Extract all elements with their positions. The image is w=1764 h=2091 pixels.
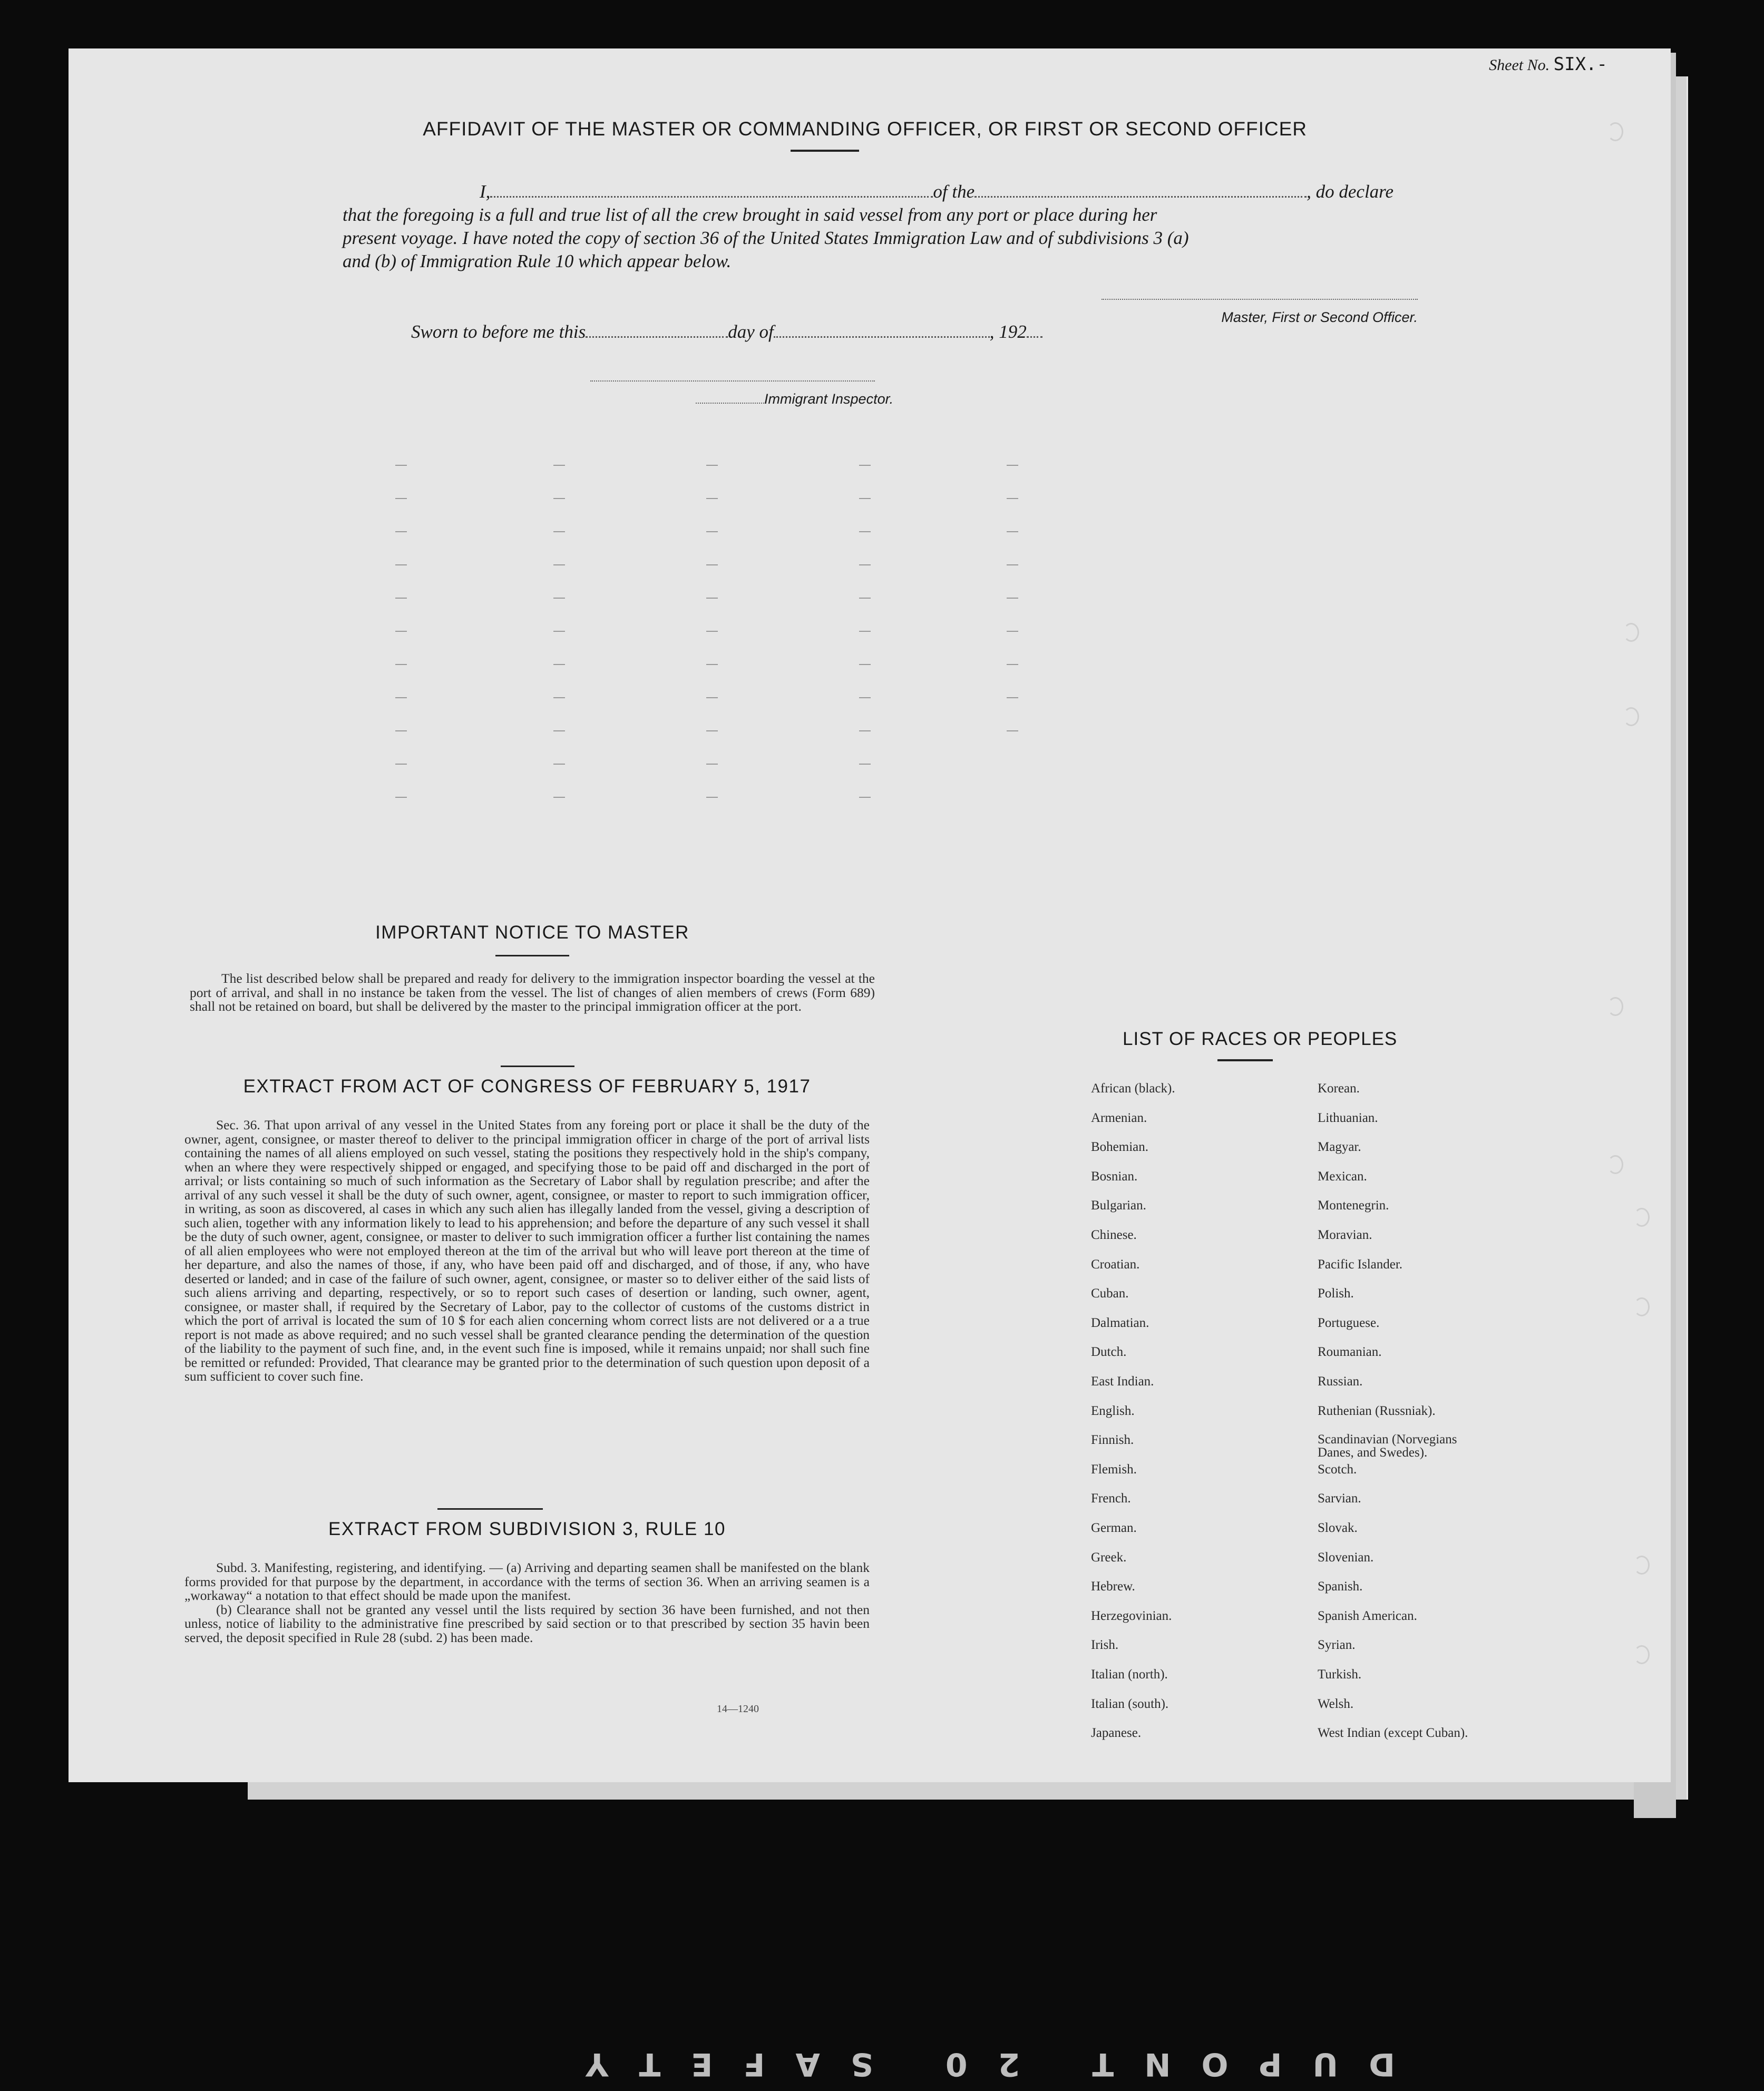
race-item: Irish. bbox=[1091, 1638, 1119, 1653]
dash-mark bbox=[859, 531, 871, 532]
race-item: Mexican. bbox=[1318, 1169, 1367, 1184]
decl-line4: and (b) of Immigration Rule 10 which appear below. bbox=[343, 251, 732, 271]
race-item: Japanese. bbox=[1091, 1726, 1142, 1741]
race-item: East Indian. bbox=[1091, 1374, 1154, 1389]
sheet-number: Sheet No. SIX.- bbox=[1489, 54, 1607, 75]
race-item: Ruthenian (Russniak). bbox=[1318, 1403, 1436, 1418]
dash-mark bbox=[706, 598, 718, 599]
inspector-signature-field[interactable] bbox=[590, 380, 875, 382]
dash-mark bbox=[395, 465, 407, 466]
dash-mark bbox=[553, 498, 565, 499]
act-text: Sec. 36. That upon arrival of any vessel in the United States from any foreing port or place it shall be the duty of the owner, agent, consignee, or master thereof to deliver to the principal immigration officer in charge of the port of arrival lists containing the names of all aliens employed on such vessel, stating the positions they respectively hold in the ship's company, when an where they were respectively shipped or engaged, and specifying those to be paid off and discharged in the port of arrival; or lists containing so much of such information as the Secretary of Labor shall by regulation prescribe; and after the arrival of any such vessel it shall be the duty of such owner, agent, consignee, or master to report to such immigration officer, in writing, as soon as discovered, al cases in which any such alien has illegally landed from the vessel, giving a description of such alien, together with any information likely to lead to his apprehension; and before the departure of any such vessel it shall be the duty of such owner, agent, consignee, or master to deliver to such immigration officer a further list containing the names of all alien employees who were not employed thereon at the tim of the arrival but who will leave port thereon at the time of her departure, and also the names of those, if any, who have been paid off and discharged, and of those, if any, who have deserted or landed; and in case of the failure of such owner, agent, consignee, or master so to deliver either of the said lists of such aliens arriving and departing, respectively, or so to report such cases of desertion or landing, such owner, agent, consignee, or master shall, if required by the Secretary of Labor, pay to the collector of customs of the customs district in which the port of arrival is located the sum of 10 $ for each alien concerning whom correct lists are not delivered or a a true report is not made as above required; and no such vessel shall be granted clearance pending the determination of the question of the liability to the payment of such fine, and, in the event such fine is imposed, while it remains unpaid; nor shall such fine be remitted or refunded: Provided, That clearance may be granted prior to the determination of such question upon deposit of a sum sufficient to cover such fine. bbox=[184, 1117, 870, 1384]
race-item: Dalmatian. bbox=[1091, 1315, 1149, 1330]
race-item: Spanish American. bbox=[1318, 1608, 1417, 1623]
race-item: Herzegovinian. bbox=[1091, 1608, 1172, 1623]
affidavit-title: AFFIDAVIT OF THE MASTER OR COMMANDING OFFICER, OR FIRST OR SECOND OFFICER bbox=[423, 118, 1307, 140]
dash-mark bbox=[859, 631, 871, 632]
dash-mark bbox=[706, 465, 718, 466]
race-item: Magyar. bbox=[1318, 1140, 1361, 1155]
race-item: Turkish. bbox=[1318, 1667, 1362, 1682]
dash-mark bbox=[1007, 664, 1018, 665]
dash-mark bbox=[553, 764, 565, 765]
dash-mark bbox=[1007, 697, 1018, 698]
dash-mark bbox=[553, 531, 565, 532]
dash-mark bbox=[859, 730, 871, 731]
master-signature-field[interactable] bbox=[1102, 299, 1418, 300]
title-rule bbox=[791, 150, 859, 152]
race-item: Slovenian. bbox=[1318, 1550, 1374, 1565]
races-rule bbox=[1217, 1059, 1273, 1061]
race-item: Spanish. bbox=[1318, 1579, 1363, 1594]
decl-line3: present voyage. I have noted the copy of section 36 of the United States Immigration Law and of subdivisions 3 (a) bbox=[343, 228, 1189, 248]
race-item: Moravian. bbox=[1318, 1228, 1372, 1242]
decl-do-declare: , do declare bbox=[1307, 181, 1394, 202]
declaration bbox=[343, 180, 1423, 273]
dash-mark bbox=[859, 697, 871, 698]
race-item: English. bbox=[1091, 1403, 1135, 1418]
dash-mark bbox=[859, 564, 871, 565]
sworn-line bbox=[411, 321, 1042, 343]
dash-mark bbox=[395, 697, 407, 698]
dash-mark bbox=[706, 631, 718, 632]
race-item: Korean. bbox=[1318, 1081, 1360, 1096]
decl-line2: that the foregoing is a full and true list of all the crew brought in said vessel from any port or place during her bbox=[343, 204, 1157, 225]
dash-mark bbox=[706, 498, 718, 499]
dash-mark bbox=[1007, 498, 1018, 499]
dash-mark bbox=[395, 764, 407, 765]
race-item: Greek. bbox=[1091, 1550, 1127, 1565]
dash-mark bbox=[1007, 598, 1018, 599]
notice-text: The list described below shall be prepared and ready for delivery to the immigration inspector boarding the vessel at the port of arrival, and shall in no instance be taken from the vessel. The list of changes of alien members of crews (Form 689) shall not be retained on board, but shall be delivered by the master to the principal immigration officer at the port. bbox=[190, 971, 875, 1014]
dash-mark bbox=[859, 764, 871, 765]
dash-mark bbox=[395, 664, 407, 665]
dash-mark bbox=[553, 697, 565, 698]
dash-mark bbox=[1007, 465, 1018, 466]
race-item: Dutch. bbox=[1091, 1345, 1127, 1360]
dash-mark bbox=[706, 730, 718, 731]
decl-i: I, bbox=[480, 181, 491, 202]
rule-para-b: (b) Clearance shall not be granted any vessel until the lists required by section 36 have been furnished, and not then unless, notice of liability to the administrative fine prescribed by said section or to that prescribed by section 35 havin been served, the deposit specified in Rule 28 (subd. 2) has been made. bbox=[184, 1601, 870, 1645]
decl-of-the: of the bbox=[933, 181, 975, 202]
dash-mark bbox=[395, 498, 407, 499]
race-item: Russian. bbox=[1318, 1374, 1363, 1389]
race-item: French. bbox=[1091, 1491, 1131, 1506]
sworn-text: Sworn to before me this bbox=[411, 321, 586, 342]
year-field[interactable] bbox=[1027, 336, 1042, 338]
form-page bbox=[69, 48, 1671, 1782]
dash-mark bbox=[395, 564, 407, 565]
film-edge-marking: DUPONT 20 SAFETY bbox=[555, 2046, 1395, 2083]
race-item: Hebrew. bbox=[1091, 1579, 1135, 1594]
race-item: Italian (south). bbox=[1091, 1696, 1169, 1711]
dash-mark bbox=[706, 531, 718, 532]
dash-mark bbox=[395, 531, 407, 532]
year-text: , 192 bbox=[989, 321, 1027, 342]
dash-mark bbox=[706, 664, 718, 665]
rule-text bbox=[184, 1561, 870, 1645]
dash-mark bbox=[859, 797, 871, 798]
dash-mark bbox=[553, 564, 565, 565]
dash-mark bbox=[1007, 631, 1018, 632]
act-rule-top bbox=[501, 1066, 574, 1067]
sheet-number-value: SIX.- bbox=[1553, 54, 1607, 75]
dash-mark bbox=[553, 730, 565, 731]
race-item: Scotch. bbox=[1318, 1462, 1357, 1477]
dash-mark bbox=[1007, 531, 1018, 532]
race-item: German. bbox=[1091, 1521, 1137, 1535]
inspector-label: Immigrant Inspector. bbox=[696, 391, 893, 407]
dash-mark bbox=[859, 664, 871, 665]
dash-mark bbox=[553, 465, 565, 466]
dash-mark bbox=[395, 730, 407, 731]
race-item: Portuguese. bbox=[1318, 1315, 1380, 1330]
vessel-field[interactable] bbox=[974, 196, 1307, 198]
dash-mark bbox=[553, 631, 565, 632]
dash-mark bbox=[706, 564, 718, 565]
race-item: Pacific Islander. bbox=[1318, 1257, 1403, 1272]
race-item: Croatian. bbox=[1091, 1257, 1140, 1272]
dash-mark bbox=[1007, 730, 1018, 731]
race-item: Welsh. bbox=[1318, 1696, 1354, 1711]
race-item: Roumanian. bbox=[1318, 1345, 1382, 1360]
month-field[interactable] bbox=[774, 336, 990, 338]
race-item: Syrian. bbox=[1318, 1638, 1356, 1653]
dash-mark bbox=[395, 598, 407, 599]
race-item: Bohemian. bbox=[1091, 1140, 1149, 1155]
dash-mark bbox=[553, 664, 565, 665]
race-item: West Indian (except Cuban). bbox=[1318, 1726, 1468, 1741]
race-item: Montenegrin. bbox=[1318, 1198, 1389, 1213]
race-item: Slovak. bbox=[1318, 1521, 1358, 1535]
dash-mark bbox=[859, 465, 871, 466]
notice-rule bbox=[495, 955, 569, 956]
dash-mark bbox=[706, 697, 718, 698]
day-field[interactable] bbox=[586, 336, 728, 338]
act-title: EXTRACT FROM ACT OF CONGRESS OF FEBRUARY 5, 1917 bbox=[243, 1076, 811, 1097]
race-item: Cuban. bbox=[1091, 1286, 1129, 1301]
dash-mark bbox=[859, 498, 871, 499]
race-item: Chinese. bbox=[1091, 1228, 1137, 1242]
dash-mark bbox=[1007, 564, 1018, 565]
day-of-text: day of bbox=[728, 321, 774, 342]
form-code: 14—1240 bbox=[717, 1703, 759, 1715]
dash-mark bbox=[706, 797, 718, 798]
notice-title: IMPORTANT NOTICE TO MASTER bbox=[375, 922, 689, 943]
race-item: Bulgarian. bbox=[1091, 1198, 1146, 1213]
race-item: Polish. bbox=[1318, 1286, 1354, 1301]
dash-mark bbox=[395, 631, 407, 632]
dash-mark bbox=[395, 797, 407, 798]
race-item: Italian (north). bbox=[1091, 1667, 1168, 1682]
rule-rule-top bbox=[437, 1508, 543, 1510]
race-item: Bosnian. bbox=[1091, 1169, 1138, 1184]
races-title: LIST OF RACES OR PEOPLES bbox=[1123, 1029, 1398, 1049]
master-signature-label: Master, First or Second Officer. bbox=[1221, 309, 1418, 325]
race-item: Finnish. bbox=[1091, 1433, 1134, 1448]
race-item: Flemish. bbox=[1091, 1462, 1137, 1477]
dash-mark bbox=[553, 797, 565, 798]
race-item: Sarvian. bbox=[1318, 1491, 1361, 1506]
race-item: African (black). bbox=[1091, 1081, 1175, 1096]
rule-title: EXTRACT FROM SUBDIVISION 3, RULE 10 bbox=[328, 1519, 726, 1539]
name-field[interactable] bbox=[490, 196, 933, 198]
dash-mark bbox=[859, 598, 871, 599]
race-item: Armenian. bbox=[1091, 1110, 1147, 1125]
race-item: Scandinavian (Norvegians Danes, and Swedes). bbox=[1318, 1432, 1457, 1460]
race-item: Lithuanian. bbox=[1318, 1110, 1378, 1125]
dash-mark bbox=[706, 764, 718, 765]
dash-mark bbox=[553, 598, 565, 599]
rule-para-a: Subd. 3. Manifesting, registering, and identifying. — (a) Arriving and departing seamen shall be manifested on the blank forms provided for that purpose by the department, in accordance with the terms of section 36. When an arriving seamen is a „workaway“ a notation to that effect should be made upon the manifest. bbox=[184, 1560, 870, 1603]
